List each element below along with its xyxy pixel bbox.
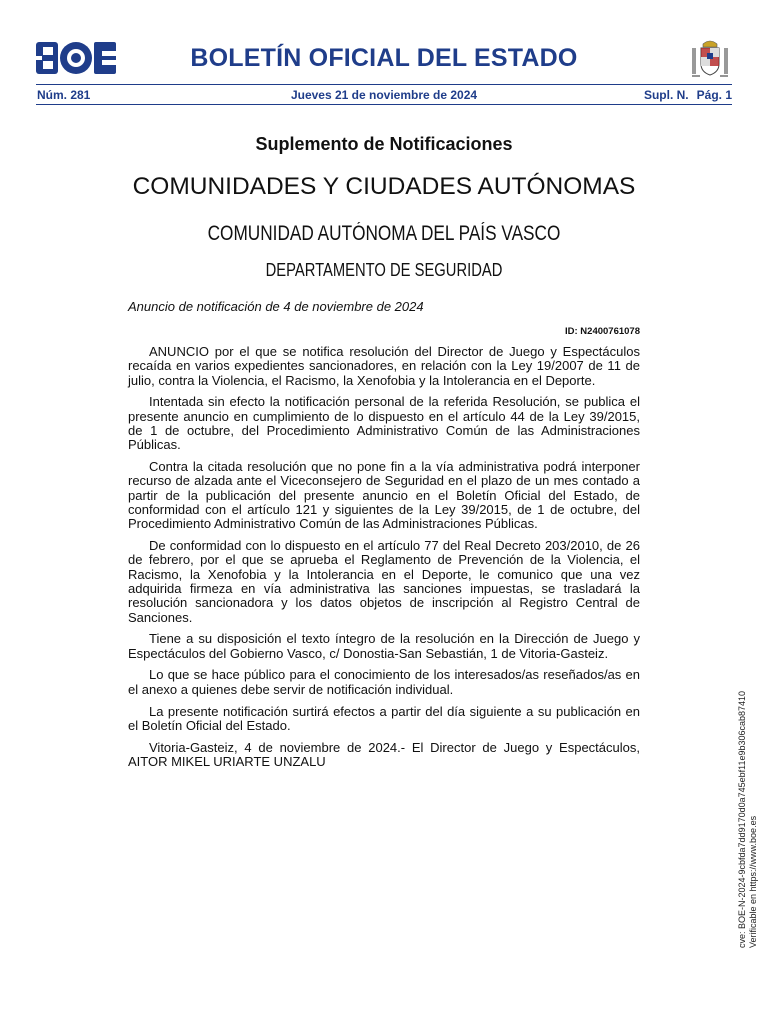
document-id: ID: N2400761078: [565, 326, 640, 337]
supplement-title: Suplemento de Notificaciones: [255, 134, 513, 154]
page-number: Pág. 1: [696, 88, 732, 102]
paragraph: Intentada sin efecto la notificación personal de la referida Resolución, se publica el presente anuncio en cumplimiento de lo dispuesto en el artículo 44 de la Ley 39/2015, de 1 de octubre, del Procedimiento Administrativo Común de las Administraciones Públicas.: [128, 394, 640, 453]
coat-of-arms-icon: [690, 38, 730, 80]
paragraph: De conformidad con lo dispuesto en el artículo 77 del Real Decreto 203/2010, de 26 de febrero, por el que se aprueba el Reglamento de Prevención de la Violencia, el Racismo, la Xenofobia y la Intolerancia en el Deporte, le comunico que una vez adquirida firmeza en vía administrativa las sanciones impuestas, se trasladará la resolución sancionadora y los datos objetos de inscripción al Registro Central de Sanciones.: [128, 538, 640, 625]
paragraph: Lo que se hace público para el conocimiento de los interesados/as reseñados/as en el anexo a quienes debe servir de notificación individual.: [128, 667, 640, 697]
cve-sidebar: [737, 691, 758, 948]
supplement-page: [644, 88, 732, 102]
boe-logo: [36, 42, 116, 74]
section-heading: COMUNIDADES Y CIUDADES AUTÓNOMAS: [132, 173, 636, 200]
verify-link[interactable]: Verificable en https://www.boe.es: [747, 815, 758, 948]
header-rule-top: [36, 84, 732, 85]
paragraph: Tiene a su disposición el texto íntegro de la resolución en la Dirección de Juego y Espectáculos del Gobierno Vasco, c/ Donostia-San Sebastián, 1 de Vitoria-Gasteiz.: [128, 631, 640, 661]
signature-paragraph: Vitoria-Gasteiz, 4 de noviembre de 2024.- El Director de Juego y Espectáculos, AITOR MIKEL URIARTE UNZALU: [128, 739, 640, 769]
header-rule-bottom: [36, 104, 732, 105]
issue-number: Núm. 281: [37, 88, 91, 102]
paragraph: La presente notificación surtirá efectos a partir del día siguiente a su publicación en el Boletín Oficial del Estado.: [128, 703, 640, 733]
issue-date: Jueves 21 de noviembre de 2024: [290, 88, 478, 102]
subsection-heading: COMUNIDAD AUTÓNOMA DEL PAÍS VASCO: [207, 222, 561, 245]
paragraph: Contra la citada resolución que no pone fin a la vía administrativa podrá interponer recurso de alzada ante el Viceconsejero de Seguridad en el plazo de un mes contado a partir de la publicación del presente anuncio en el Boletín Oficial del Estado, de conformidad con el artículo 121 y siguientes de la Ley 39/2015, de 1 de octubre, del Procedimiento Administrativo Común de las Administraciones Públicas.: [128, 459, 640, 532]
announcement-body: [128, 345, 640, 777]
announcement-date: Anuncio de notificación de 4 de noviembre de 2024: [128, 299, 424, 314]
paragraph: ANUNCIO por el que se notifica resolución del Director de Juego y Espectáculos recaída en varios expedientes sancionadores, en relación con la Ley 19/2007 de 11 de julio, contra la Violencia, el Racismo, la Xenofobia y la Intolerancia en el Deporte.: [128, 344, 640, 388]
gazette-title: BOLETÍN OFICIAL DEL ESTADO: [190, 44, 578, 72]
cve-code: cve: BOE-N-2024-9cbfda7dd9170d0a745ebf11e9b306cab87410: [737, 690, 747, 948]
supplement-label: Supl. N.: [643, 88, 689, 102]
department-heading: DEPARTAMENTO DE SEGURIDAD: [265, 260, 503, 280]
